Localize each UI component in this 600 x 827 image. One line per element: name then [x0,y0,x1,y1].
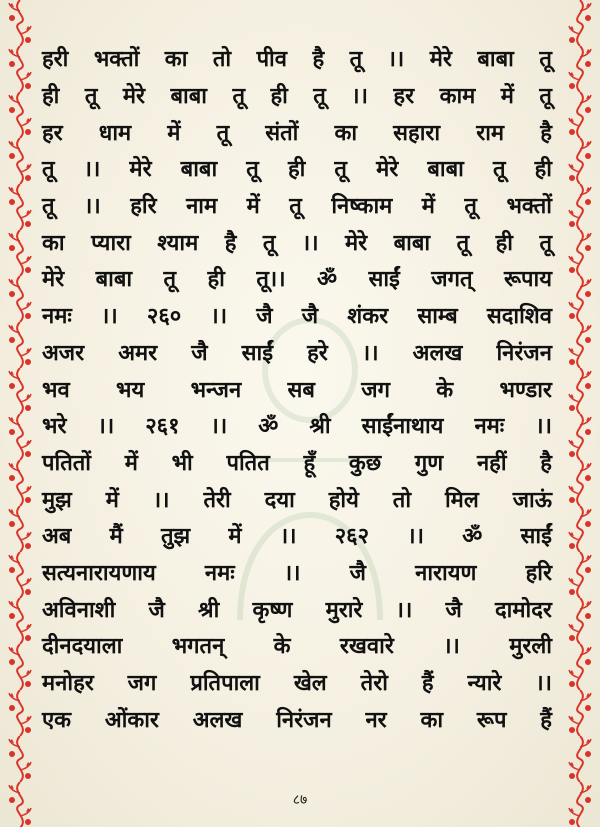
word: सहारा [393,120,441,146]
word: ।। [97,414,115,440]
word: श्री [309,414,331,440]
word: होये [328,487,359,513]
text-line [42,150,552,187]
text-line [42,517,552,554]
word: के [436,377,454,403]
word: निष्काम [331,194,393,220]
word: साईं [368,267,400,293]
word: हैं [540,707,552,733]
word: हरी [42,47,69,73]
word: का [42,230,65,256]
word: निरंजन [496,340,552,366]
word: ।। [301,230,319,256]
word: तो [212,47,232,73]
word: रूपाय [503,267,552,293]
word: राम [476,120,505,146]
word: है [540,450,552,476]
word: ।। [83,157,101,183]
word: भण्डार [499,377,552,403]
word: न्यारे [467,671,502,697]
word: २६१ [145,414,180,440]
word: तू [334,157,347,183]
text-line [42,554,552,591]
word: पतितों [42,450,91,476]
devotional-text [42,40,552,737]
word: नारायण [415,560,477,586]
word: कृष्ण [252,597,293,623]
word: हैं [421,671,434,697]
word: तेरी [203,487,231,513]
word: ॐ [316,267,338,293]
word: है [312,47,325,73]
word: मेरे [42,267,65,293]
word: मुझ [42,487,72,513]
word: में [500,84,514,110]
text-line [42,407,552,444]
decorative-left-border [6,0,34,827]
word: ही [287,157,306,183]
word: भय [116,377,145,403]
word: भक्तों [93,47,140,73]
text-line [42,334,552,371]
word: धाम [98,120,132,146]
word: प्यारा [91,230,131,256]
word: भरे [42,414,67,440]
word: मेरे [376,157,399,183]
word: भव [42,377,70,403]
word: ॐ [462,524,483,550]
word: ।। [407,524,424,550]
word: अलख [192,707,243,733]
decorative-right-border [566,0,594,827]
text-line [42,187,552,224]
word: नमः [474,414,505,440]
word: अब [42,524,72,550]
word: बाबा [427,157,464,183]
text-line [42,260,552,297]
word: जग [361,377,390,403]
word: तू [216,120,230,146]
word: जै [445,597,462,623]
word: तू [163,267,177,293]
word: में [228,524,242,550]
word: हरि [130,194,157,220]
word: में [167,120,181,146]
word: साम्ब [417,304,458,330]
word: जै [191,340,208,366]
word: अलख [412,340,463,366]
word: के [273,634,291,660]
word: मिल [444,487,479,513]
word: ।। [535,671,552,697]
word: ही [207,267,225,293]
word: बाबा [95,267,133,293]
word: श्याम [157,230,199,256]
word: बाबा [170,84,207,110]
text-line [42,297,552,334]
word: तू [456,230,470,256]
word: बाबा [477,47,514,73]
word: मुरारे [325,597,363,623]
text-line [42,370,552,407]
word: ।। [283,560,301,586]
text-line [42,40,552,77]
word: मेरे [129,157,152,183]
word: है [540,120,552,146]
word: ।। [152,487,170,513]
word: संतों [265,120,299,146]
word: नमः [42,304,72,330]
word: ही [42,84,60,110]
word: साईंनाथाय [361,414,444,440]
word: मनोहर [42,671,94,697]
word: जै [256,304,273,330]
text-line [42,444,552,481]
word: बाबा [180,157,218,183]
word: का [334,120,358,146]
word: सदाशिव [486,304,552,330]
word: जै [148,597,165,623]
word: दीनदयाला [42,634,123,660]
word: भन्जन [190,377,242,403]
word: तू [262,230,276,256]
word: ।। [210,304,228,330]
word: सब [287,377,315,403]
word: ।। [443,634,460,660]
word: रूप [476,707,507,733]
text-line [42,113,552,150]
word: दया [264,487,295,513]
word: प्रतिपाला [190,671,260,697]
word: हूँ [303,450,316,476]
word: तू [539,84,552,110]
word: ।। [101,304,118,330]
word: सत्यनारायणाय [42,560,156,586]
word: ।। [535,414,552,440]
word: जै [349,560,366,586]
word: तेरो [360,671,388,697]
text-line [42,700,552,737]
word: बाबा [393,230,431,256]
word: गुण [414,450,444,476]
word: नहीं [476,450,507,476]
word: नमः [204,560,235,586]
word: भक्तों [506,194,552,220]
word: तू [42,194,55,220]
word: नर [365,707,387,733]
word: तू [539,47,552,73]
word: श्री [198,597,220,623]
word: एक [42,707,72,733]
word: रखवारे [339,634,394,660]
word: का [164,47,188,73]
word: हर [393,84,415,110]
word: तू [246,157,259,183]
word: ।। [395,597,413,623]
word: मेरे [429,47,452,73]
word: ।। [351,84,368,110]
word: काम [439,84,476,110]
word: पीव [256,47,287,73]
word: जगत् [431,267,473,293]
word: ।। [279,524,297,550]
word: तू [539,230,552,256]
text-line [42,223,552,260]
word: तू [42,157,55,183]
word: पतित [226,450,270,476]
word: ही [495,230,513,256]
word: ।। [84,194,101,220]
word: ।। [387,47,405,73]
word: २६२ [334,524,370,550]
word: खेल [293,671,327,697]
word: साईं [241,340,274,366]
word: तुझ [161,524,191,550]
word: अजर [42,340,85,366]
word: में [124,450,138,476]
word: शंकर [347,304,389,330]
word: तू।। [256,267,286,293]
word: तू [492,157,506,183]
word: जै [301,304,319,330]
word: दामोदर [495,597,552,623]
word: अविनाशी [42,597,116,623]
word: जग [127,671,157,697]
word: कुछ [348,450,382,476]
word: ।। [210,414,228,440]
page-number: ८७ [292,792,308,808]
word: तू [289,194,302,220]
text-line [42,590,552,627]
word: तू [84,84,98,110]
word: निरंजन [276,707,332,733]
word: तू [232,84,245,110]
word: हर [42,120,63,146]
word: ओंकार [104,707,159,733]
word: मैं [109,524,123,550]
text-line [42,664,552,701]
word: हरे [307,340,328,366]
word: में [421,194,435,220]
word: मुरली [509,634,552,660]
word: तू [349,47,363,73]
word: तू [313,84,326,110]
word: ॐ [258,414,279,440]
word: तू [464,194,477,220]
word: हरि [525,560,552,586]
text-line [42,77,552,114]
word: है [224,230,237,256]
word: साईं [520,524,552,550]
word: मेरे [122,84,145,110]
text-line [42,627,552,664]
word: में [246,194,260,220]
word: मेरे [345,230,368,256]
word: २६० [146,304,182,330]
word: ।। [361,340,379,366]
word: तो [392,487,412,513]
word: नाम [186,194,218,220]
word: में [105,487,119,513]
word: भगतन् [171,634,225,660]
word: का [420,707,444,733]
word: अमर [118,340,158,366]
text-line [42,480,552,517]
word: भी [171,450,193,476]
word: जाऊं [512,487,552,513]
word: ही [270,84,288,110]
word: ही [534,157,552,183]
